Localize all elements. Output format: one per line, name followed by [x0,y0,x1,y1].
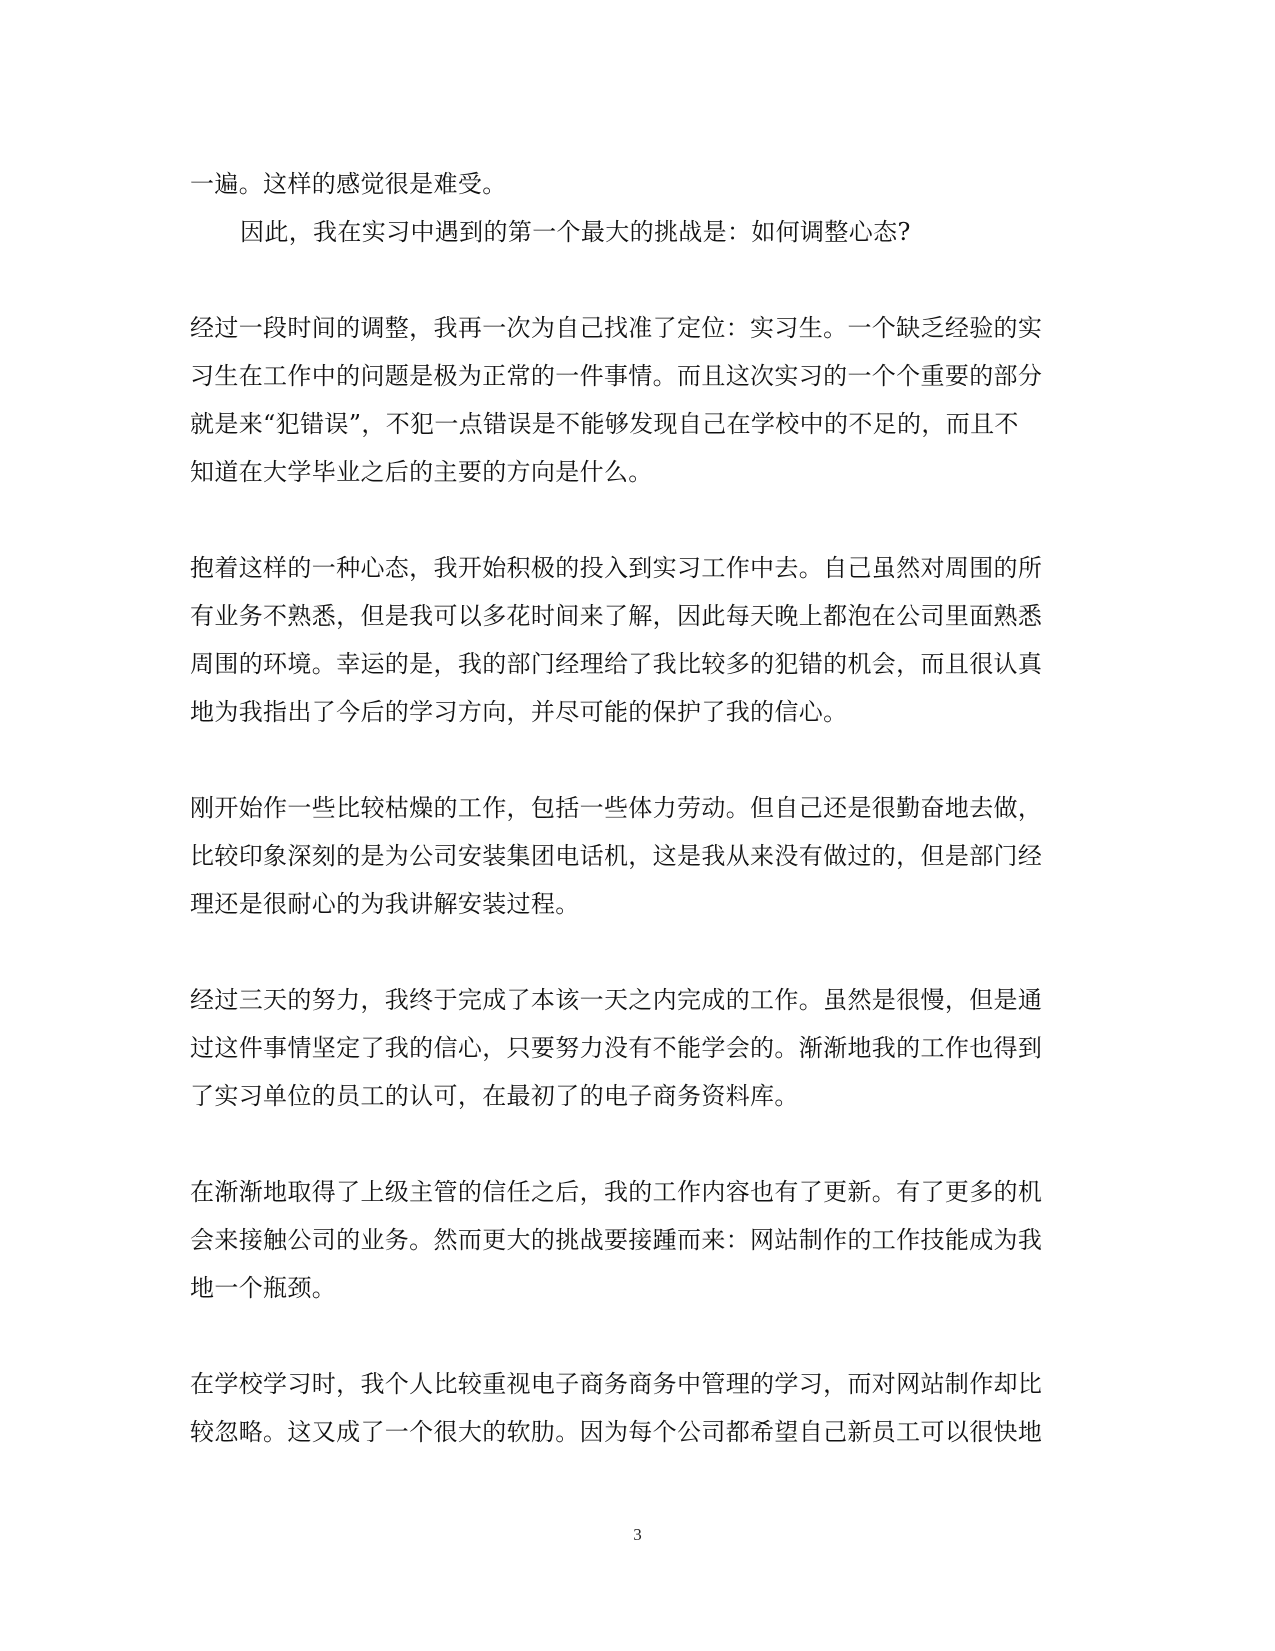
paragraph-line: 较忽略。这又成了一个很大的软肋。因为每个公司都希望自己新员工可以很快地 [190,1418,1043,1446]
paragraph-spacer [190,496,1065,544]
document-body [190,160,1065,1456]
paragraph-line: 周围的环境。幸运的是，我的部门经理给了我比较多的犯错的机会，而且很认真 [190,650,1043,678]
paragraph-line: 理还是很耐心的为我讲解安装过程。 [190,890,580,918]
paragraph-spacer [190,256,1065,304]
paragraph-spacer [190,1312,1065,1360]
paragraph-line: 刚开始作一些比较枯燥的工作，包括一些体力劳动。但自己还是很勤奋地去做， [190,794,1043,822]
paragraph-line: 经过三天的努力，我终于完成了本该一天之内完成的工作。虽然是很慢，但是通 [190,986,1043,1014]
paragraph-line: 有业务不熟悉，但是我可以多花时间来了解，因此每天晚上都泡在公司里面熟悉 [190,602,1043,630]
paragraph-line: 经过一段时间的调整，我再一次为自己找准了定位：实习生。一个缺乏经验的实 [190,314,1043,342]
paragraph-line: 地为我指出了今后的学习方向，并尽可能的保护了我的信心。 [190,698,848,726]
paragraph-line: 比较印象深刻的是为公司安装集团电话机，这是我从来没有做过的，但是部门经 [190,842,1043,870]
paragraph-line: 在渐渐地取得了上级主管的信任之后，我的工作内容也有了更新。有了更多的机 [190,1178,1043,1206]
paragraph-spacer [190,736,1065,784]
paragraph-line: 会来接触公司的业务。然而更大的挑战要接踵而来：网站制作的工作技能成为我 [190,1226,1043,1254]
paragraph-line: 抱着这样的一种心态，我开始积极的投入到实习工作中去。自己虽然对周围的所 [190,554,1043,582]
paragraph-line: 过这件事情坚定了我的信心，只要努力没有不能学会的。渐渐地我的工作也得到 [190,1034,1043,1062]
paragraph-line: 就是来“犯错误”，不犯一点错误是不能够发现自己在学校中的不足的，而且不 [190,410,1019,438]
paragraph-spacer [190,928,1065,976]
paragraph-line: 在学校学习时，我个人比较重视电子商务商务中管理的学习，而对网站制作却比 [190,1370,1043,1398]
paragraph-line: 因此，我在实习中遇到的第一个最大的挑战是：如何调整心态? [240,218,911,246]
paragraph-spacer [190,1120,1065,1168]
paragraph-line: 地一个瓶颈。 [190,1274,337,1302]
paragraph-line: 一遍。这样的感觉很是难受。 [190,170,507,198]
paragraph-line: 习生在工作中的问题是极为正常的一件事情。而且这次实习的一个个重要的部分 [190,362,1043,390]
paragraph-line: 了实习单位的员工的认可，在最初了的电子商务资料库。 [190,1082,799,1110]
paragraph-line: 知道在大学毕业之后的主要的方向是什么。 [190,458,653,486]
page-number: 3 [633,1525,642,1544]
